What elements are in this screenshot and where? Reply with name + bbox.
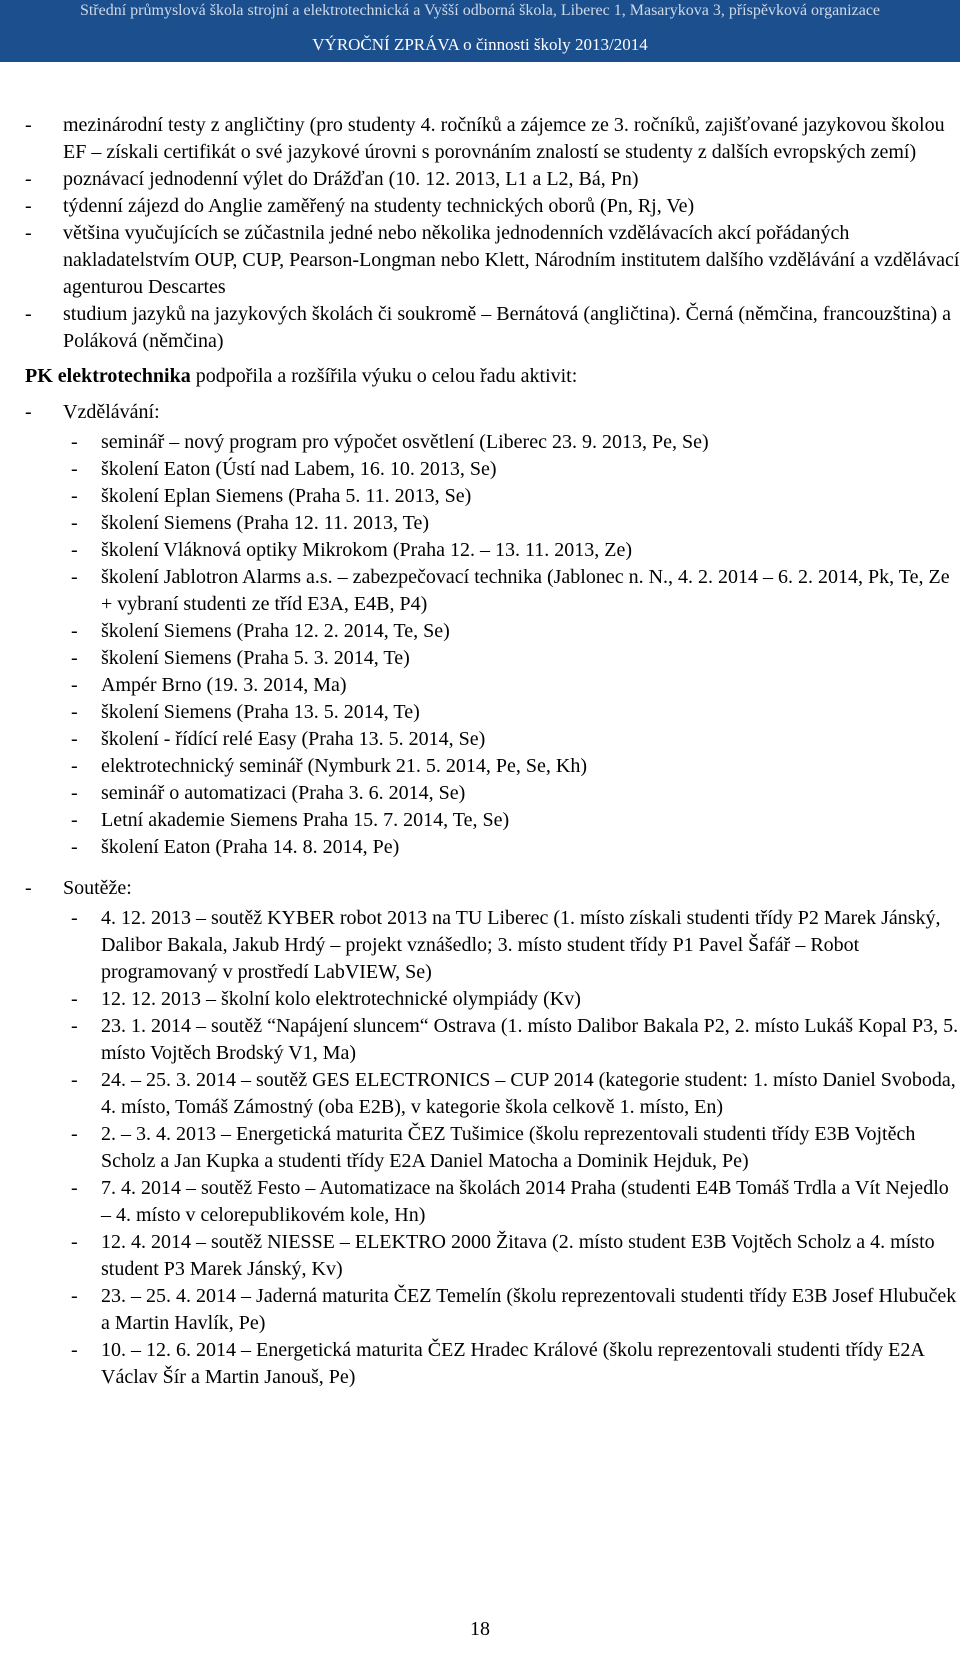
page-number: 18 [470,1618,490,1640]
competition-item-text: 24. – 25. 3. 2014 – soutěž GES ELECTRONICS – CUP 2014 (kategorie student: 1. místo Daniel Svoboda, 4. místo, Tomáš Zámostný (oba E2B), v kategorie škola celkově 1. místo, En) [101,1069,956,1118]
list-dash: - [71,566,78,588]
education-list [25,429,960,861]
education-item-text: školení Siemens (Praha 12. 2. 2014, Te, Se) [101,620,450,642]
education-item [25,807,960,834]
education-item [25,672,960,699]
list-dash: - [71,674,78,696]
list-dash: - [71,907,78,929]
list-dash: - [71,1123,78,1145]
education-item-text: školení Siemens (Praha 12. 11. 2013, Te) [101,512,429,534]
competition-item-text: 12. 4. 2014 – soutěž NIESSE – ELEKTRO 2000 Žitava (2. místo student E3B Vojtěch Scholz a 4. místo student P3 Marek Jánský, Kv) [101,1231,935,1280]
education-item [25,456,960,483]
list-item-text: studium jazyků na jazykových školách či soukromě – Bernátová (angličtina). Černá (němčina, francouzština) a Poláková (němčina) [63,303,952,352]
education-item [25,483,960,510]
competition-item [25,905,960,986]
list-dash: - [71,809,78,831]
education-item-text: seminář o automatizaci (Praha 3. 6. 2014, Se) [101,782,466,804]
list-dash: - [71,701,78,723]
list-dash: - [25,195,32,217]
competition-item [25,1337,960,1391]
education-item [25,780,960,807]
list-dash: - [71,1339,78,1361]
list-dash: - [25,303,32,325]
competition-item-text: 10. – 12. 6. 2014 – Energetická maturita ČEZ Hradec Králové (školu reprezentovali studenti třídy E2A Václav Šír a Martin Janouš, Pe) [101,1339,924,1388]
education-item [25,834,960,861]
list-dash: - [71,620,78,642]
list-dash: - [71,647,78,669]
competition-item-text: 4. 12. 2013 – soutěž KYBER robot 2013 na TU Liberec (1. místo získali studenti třídy P2 Marek Jánský, Dalibor Bakala, Jakub Hrdý – projekt vznášedlo; 3. místo student třídy P1 Pavel Šafář – Robot programovaný v prostředí LabVIEW, Se) [101,907,941,983]
education-item [25,699,960,726]
document-body [25,112,960,1391]
competition-item [25,1283,960,1337]
list-item [25,301,960,355]
list-dash: - [71,458,78,480]
list-dash: - [71,988,78,1010]
education-item-text: Letní akademie Siemens Praha 15. 7. 2014, Te, Se) [101,809,510,831]
competition-item-text: 2. – 3. 4. 2013 – Energetická maturita ČEZ Tušimice (školu reprezentovali studenti třídy E3B Vojtěch Scholz a Jan Kupka a studenti třídy E2A Daniel Matocha a Dominik Hejduk, Pe) [101,1123,916,1172]
competition-item [25,1229,960,1283]
education-item-text: školení Vláknová optiky Mikrokom (Praha 12. – 13. 11. 2013, Ze) [101,539,633,561]
competitions-list [25,905,960,1391]
list-item-text: poznávací jednodenní výlet do Drážďan (10. 12. 2013, L1 a L2, Bá, Pn) [63,168,639,190]
list-dash: - [71,512,78,534]
list-dash: - [71,431,78,453]
education-item-text: školení Eplan Siemens (Praha 5. 11. 2013, Se) [101,485,472,507]
school-name: Střední průmyslová škola strojní a elektrotechnická a Vyšší odborná škola, Liberec 1, Masarykova 3, příspěvková organizace [79,2,881,19]
list-dash: - [71,485,78,507]
competition-item-text: 7. 4. 2014 – soutěž Festo – Automatizace na školách 2014 Praha (studenti E4B Tomáš Trdla a Vít Nejedlo – 4. místo v celorepublikovém kole, Hn) [101,1177,949,1226]
pk-heading-bold: PK elektrotechnika [25,365,191,387]
education-item [25,645,960,672]
competition-item [25,1013,960,1067]
list-item-text: mezinárodní testy z angličtiny (pro studenty 4. ročníků a zájemce ze 3. ročníků, zajišťované jazykovou školou EF – získali certifikát o své jazykové úrovni s porovnáním znalostí se studenty z dalších evropských zemí) [63,114,945,163]
education-item [25,510,960,537]
education-item-text: školení Siemens (Praha 13. 5. 2014, Te) [101,701,420,723]
list-dash: - [71,1231,78,1253]
education-item [25,429,960,456]
list-item [25,220,960,301]
list-dash: - [71,782,78,804]
list-dash: - [71,755,78,777]
education-label: Vzdělávání: [63,401,160,423]
education-category [25,399,960,426]
list-dash: - [25,114,32,136]
education-item-text: Ampér Brno (19. 3. 2014, Ma) [101,674,347,696]
education-item-text: seminář – nový program pro výpočet osvětlení (Liberec 23. 9. 2013, Pe, Se) [101,431,709,453]
list-dash: - [25,168,32,190]
list-item [25,193,960,220]
education-item-text: školení Siemens (Praha 5. 3. 2014, Te) [101,647,410,669]
education-item-text: školení Eaton (Ústí nad Labem, 16. 10. 2013, Se) [101,458,497,480]
competition-item-text: 23. 1. 2014 – soutěž “Napájení sluncem“ Ostrava (1. místo Dalibor Bakala P2, 2. místo Lukáš Kopal P3, 5. místo Vojtěch Brodský V1, Ma) [101,1015,959,1064]
list-dash: - [25,401,32,423]
education-item [25,618,960,645]
list-item [25,112,960,166]
pk-heading-rest: podpořila a rozšířila výuku o celou řadu aktivit: [190,365,578,387]
language-activities-list [25,112,960,355]
competition-item-text: 12. 12. 2013 – školní kolo elektrotechnické olympiády (Kv) [101,988,581,1010]
education-item [25,753,960,780]
list-dash: - [71,728,78,750]
education-item [25,564,960,618]
education-item-text: školení Eaton (Praha 14. 8. 2014, Pe) [101,836,400,858]
list-dash: - [71,539,78,561]
education-item-text: školení Jablotron Alarms a.s. – zabezpečovací technika (Jablonec n. N., 4. 2. 2014 – 6. 2. 2014, Pk, Te, Ze + vybraní studenti ze tříd E3A, E4B, P4) [101,566,950,615]
list-dash: - [25,877,32,899]
list-item-text: týdenní zájezd do Anglie zaměřený na studenty technických oborů (Pn, Rj, Ve) [63,195,695,217]
education-item [25,537,960,564]
education-item-text: školení - řídící relé Easy (Praha 13. 5. 2014, Se) [101,728,486,750]
list-dash: - [71,836,78,858]
list-dash: - [25,222,32,244]
competition-item [25,1175,960,1229]
competitions-category [25,875,960,902]
list-item [25,166,960,193]
competition-item-text: 23. – 25. 4. 2014 – Jaderná maturita ČEZ Temelín (školu reprezentovali studenti třídy E3B Josef Hlubuček a Martin Havlík, Pe) [101,1285,957,1334]
report-title: VÝROČNÍ ZPRÁVA o činnosti školy 2013/2014 [312,35,648,54]
education-item [25,726,960,753]
list-dash: - [71,1177,78,1199]
list-dash: - [71,1015,78,1037]
competitions-label: Soutěže: [63,877,132,899]
list-item-text: většina vyučujících se zúčastnila jedné nebo několika jednodenních vzdělávacích akcí pořádaných nakladatelstvím OUP, CUP, Pearson-Longman nebo Klett, Národním institutem dalšího vzdělávání a vzdělávací agenturou Descartes [63,222,960,298]
page-header [0,0,960,62]
education-item-text: elektrotechnický seminář (Nymburk 21. 5. 2014, Pe, Se, Kh) [101,755,588,777]
pk-heading [25,363,960,390]
competition-item [25,986,960,1013]
list-dash: - [71,1285,78,1307]
competition-item [25,1067,960,1121]
list-dash: - [71,1069,78,1091]
competition-item [25,1121,960,1175]
